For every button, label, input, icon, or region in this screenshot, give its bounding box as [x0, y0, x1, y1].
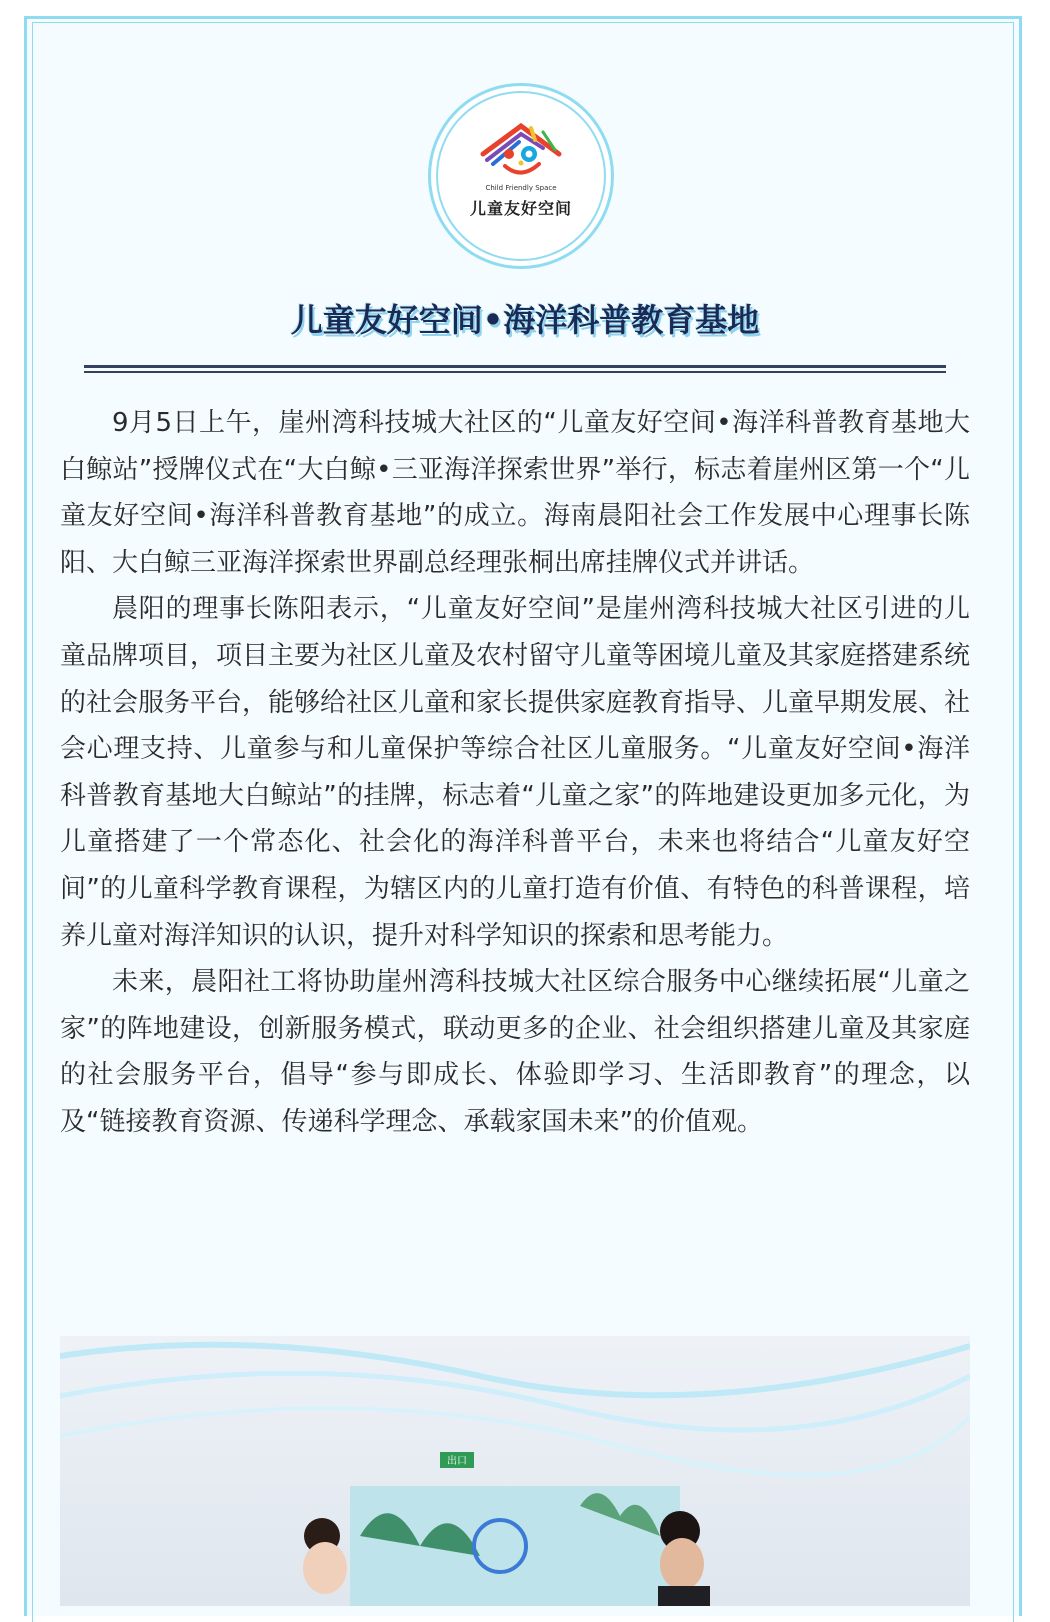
- title-divider-bottom: [84, 371, 946, 373]
- house-smile-icon: [473, 120, 569, 184]
- article-body: [60, 400, 970, 1146]
- paragraph-2: 晨阳的理事长陈阳表示，“儿童友好空间”是崖州湾科技城大社区引进的儿童品牌项目，项目主要为社区儿童及农村留守儿童等困境儿童及其家庭搭建系统的社会服务平台，能够给社区儿童和家长提供家庭教育指导、儿童早期发展、社会心理支持、儿童参与和儿童保护等综合社区儿童服务。“儿童友好空间•海洋科普教育基地大白鲸站”的挂牌，标志着“儿童之家”的阵地建设更加多元化，为儿童搭建了一个常态化、社会化的海洋科普平台，未来也将结合“儿童友好空间”的儿童科学教育课程，为辖区内的儿童打造有价值、有特色的科普课程，培养儿童对海洋知识的认识，提升对科学知识的探索和思考能力。: [60, 594, 971, 951]
- paragraph-3: 未来，晨阳社工将协助崖州湾科技城大社区综合服务中心继续拓展“儿童之家”的阵地建设，创新服务模式，联动更多的企业、社会组织搭建儿童及其家庭的社会服务平台，倡导“参与即成长、体验即学习、生活即教育”的理念，以及“链接教育资源、传递科学理念、承载家国未来”的价值观。: [60, 967, 970, 1137]
- title-divider-top: [84, 365, 946, 368]
- exit-sign-label: 出口: [447, 1456, 467, 1467]
- event-photo: [60, 1336, 970, 1606]
- paragraph-1: 9月5日上午，崖州湾科技城大社区的“儿童友好空间•海洋科普教育基地大白鲸站”授牌仪式在“大白鲸•三亚海洋探索世界”举行，标志着崖州区第一个“儿童友好空间•海洋科普教育基地”的成立。海南晨阳社会工作发展中心理事长陈阳、大白鲸三亚海洋探索世界副总经理张桐出席挂牌仪式并讲话。: [60, 408, 970, 578]
- child-friendly-space-logo: [431, 86, 611, 266]
- logo-subtitle: Child Friendly Space: [485, 184, 557, 192]
- page-title: 儿童友好空间•海洋科普教育基地: [290, 301, 760, 339]
- logo-name: 儿童友好空间: [469, 199, 572, 218]
- event-photo-scene: [60, 1336, 970, 1606]
